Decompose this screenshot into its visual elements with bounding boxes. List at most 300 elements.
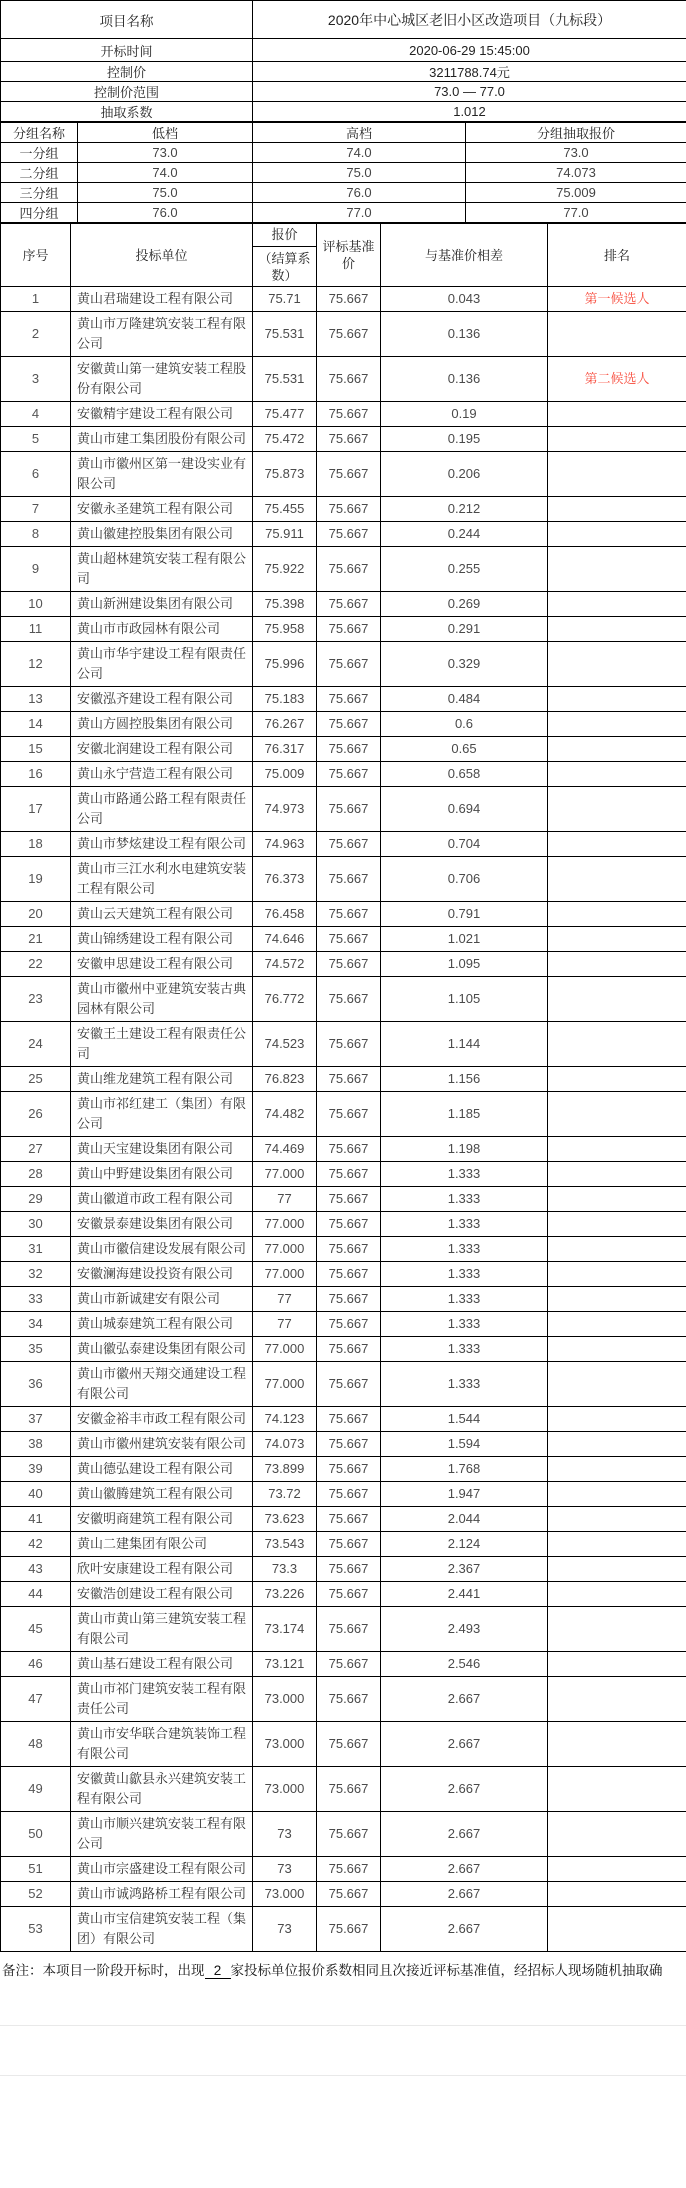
bid-row-base-price: 75.667 bbox=[317, 712, 381, 737]
group-drawn-value: 75.009 bbox=[466, 183, 686, 203]
bid-row-base-price: 75.667 bbox=[317, 1162, 381, 1187]
bid-row bbox=[1, 1557, 686, 1582]
bid-row-company: 黄山市安华联合建筑装饰工程有限公司 bbox=[71, 1722, 253, 1767]
bid-row-no: 53 bbox=[1, 1907, 71, 1952]
bid-row-base-price: 75.667 bbox=[317, 1767, 381, 1812]
bid-row-diff: 1.333 bbox=[381, 1162, 548, 1187]
bid-row bbox=[1, 762, 686, 787]
group-low-value: 76.0 bbox=[78, 203, 253, 223]
bid-row-rank bbox=[548, 1212, 686, 1237]
bid-row-price: 77.000 bbox=[253, 1337, 317, 1362]
bid-row-price: 73 bbox=[253, 1812, 317, 1857]
bid-row-company: 黄山徽弘泰建设集团有限公司 bbox=[71, 1337, 253, 1362]
bid-row-rank bbox=[548, 977, 686, 1022]
bid-row bbox=[1, 312, 686, 357]
bid-row-price: 75.922 bbox=[253, 547, 317, 592]
group-low-value: 75.0 bbox=[78, 183, 253, 203]
bid-row-company: 黄山市三江水利水电建筑安装工程有限公司 bbox=[71, 857, 253, 902]
bid-row-no: 50 bbox=[1, 1812, 71, 1857]
bid-row-price: 73.000 bbox=[253, 1677, 317, 1722]
bid-row-base-price: 75.667 bbox=[317, 1287, 381, 1312]
bid-row bbox=[1, 1882, 686, 1907]
bid-row-price: 73.543 bbox=[253, 1532, 317, 1557]
bid-row-company: 黄山中野建设集团有限公司 bbox=[71, 1162, 253, 1187]
bid-row-base-price: 75.667 bbox=[317, 1607, 381, 1652]
bid-row-company: 黄山基石建设工程有限公司 bbox=[71, 1652, 253, 1677]
bid-row-base-price: 75.667 bbox=[317, 1237, 381, 1262]
bid-row-diff: 1.768 bbox=[381, 1457, 548, 1482]
bid-row bbox=[1, 952, 686, 977]
bid-row-company: 黄山市市政园林有限公司 bbox=[71, 617, 253, 642]
bid-row-diff: 0.136 bbox=[381, 357, 548, 402]
bid-row-no: 2 bbox=[1, 312, 71, 357]
bid-row-no: 40 bbox=[1, 1482, 71, 1507]
bid-row-base-price: 75.667 bbox=[317, 427, 381, 452]
bid-row bbox=[1, 1652, 686, 1677]
bid-row bbox=[1, 927, 686, 952]
bid-row-no: 45 bbox=[1, 1607, 71, 1652]
bid-row-base-price: 75.667 bbox=[317, 1137, 381, 1162]
bid-row-no: 15 bbox=[1, 737, 71, 762]
bid-row-price: 77.000 bbox=[253, 1362, 317, 1407]
bid-row-rank bbox=[548, 1677, 686, 1722]
bid-row-base-price: 75.667 bbox=[317, 1882, 381, 1907]
bid-row-base-price: 75.667 bbox=[317, 1812, 381, 1857]
bid-row-diff: 0.694 bbox=[381, 787, 548, 832]
bid-row-no: 6 bbox=[1, 452, 71, 497]
bid-row-base-price: 75.667 bbox=[317, 402, 381, 427]
bid-row-diff: 1.333 bbox=[381, 1362, 548, 1407]
bid-row-rank bbox=[548, 787, 686, 832]
bid-row-base-price: 75.667 bbox=[317, 687, 381, 712]
group-drawn-value: 73.0 bbox=[466, 143, 686, 163]
bid-row-no: 41 bbox=[1, 1507, 71, 1532]
bid-row-no: 27 bbox=[1, 1137, 71, 1162]
bid-row-price: 75.873 bbox=[253, 452, 317, 497]
bid-row-no: 24 bbox=[1, 1022, 71, 1067]
bid-row-company: 黄山市祁红建工（集团）有限公司 bbox=[71, 1092, 253, 1137]
bid-row-company: 黄山市徽州天翔交通建设工程有限公司 bbox=[71, 1362, 253, 1407]
bid-row bbox=[1, 1457, 686, 1482]
bid-row-company: 黄山市黄山第三建筑安装工程有限公司 bbox=[71, 1607, 253, 1652]
bid-row bbox=[1, 1482, 686, 1507]
bid-row-no: 51 bbox=[1, 1857, 71, 1882]
bid-row-company: 黄山德弘建设工程有限公司 bbox=[71, 1457, 253, 1482]
footer-note-count: 2 bbox=[205, 1963, 231, 1979]
bid-row-price: 73.623 bbox=[253, 1507, 317, 1532]
group-low-value: 74.0 bbox=[78, 163, 253, 183]
bid-row bbox=[1, 522, 686, 547]
control-range-label: 控制价范围 bbox=[1, 82, 253, 102]
bid-row-no: 18 bbox=[1, 832, 71, 857]
bid-row bbox=[1, 1532, 686, 1557]
control-price-value: 3211788.74元 bbox=[253, 62, 686, 82]
bid-row-price: 76.317 bbox=[253, 737, 317, 762]
bid-row-no: 21 bbox=[1, 927, 71, 952]
bid-row-rank bbox=[548, 1262, 686, 1287]
bid-row bbox=[1, 1857, 686, 1882]
bid-row-diff: 2.124 bbox=[381, 1532, 548, 1557]
bid-row bbox=[1, 1767, 686, 1812]
bid-row-diff: 2.441 bbox=[381, 1582, 548, 1607]
bid-row bbox=[1, 1022, 686, 1067]
bid-row-rank bbox=[548, 832, 686, 857]
bid-row-company: 安徽浩创建设工程有限公司 bbox=[71, 1582, 253, 1607]
bid-row-company: 黄山徽腾建筑工程有限公司 bbox=[71, 1482, 253, 1507]
bid-row-rank bbox=[548, 1582, 686, 1607]
bid-row-rank bbox=[548, 1137, 686, 1162]
bid-row bbox=[1, 1907, 686, 1952]
bid-row-no: 17 bbox=[1, 787, 71, 832]
bid-row-base-price: 75.667 bbox=[317, 312, 381, 357]
bid-row-price: 73.899 bbox=[253, 1457, 317, 1482]
bid-row-diff: 0.658 bbox=[381, 762, 548, 787]
bid-row-diff: 2.493 bbox=[381, 1607, 548, 1652]
bid-row-base-price: 75.667 bbox=[317, 1457, 381, 1482]
bid-row-base-price: 75.667 bbox=[317, 592, 381, 617]
bid-row-no: 44 bbox=[1, 1582, 71, 1607]
bid-row-base-price: 75.667 bbox=[317, 977, 381, 1022]
bid-row-rank bbox=[548, 1767, 686, 1812]
bid-row-no: 46 bbox=[1, 1652, 71, 1677]
bid-row bbox=[1, 427, 686, 452]
bid-row-diff: 0.269 bbox=[381, 592, 548, 617]
bid-row-base-price: 75.667 bbox=[317, 1067, 381, 1092]
bid-row-no: 31 bbox=[1, 1237, 71, 1262]
bid-row bbox=[1, 1162, 686, 1187]
bid-row-company: 黄山市徽州区第一建设实业有限公司 bbox=[71, 452, 253, 497]
bid-row-price: 75.472 bbox=[253, 427, 317, 452]
bid-row-rank bbox=[548, 737, 686, 762]
bid-row-company: 黄山市徽州中亚建筑安装古典园林有限公司 bbox=[71, 977, 253, 1022]
bid-row-price: 73.72 bbox=[253, 1482, 317, 1507]
bid-row-price: 73.226 bbox=[253, 1582, 317, 1607]
col-header-price bbox=[253, 224, 317, 287]
bid-row bbox=[1, 1812, 686, 1857]
bid-row-rank bbox=[548, 712, 686, 737]
bid-row bbox=[1, 452, 686, 497]
faint-gridline bbox=[0, 2025, 686, 2026]
bid-row bbox=[1, 1582, 686, 1607]
bid-row-no: 43 bbox=[1, 1557, 71, 1582]
group-header-low: 低档 bbox=[78, 123, 253, 143]
bid-row-base-price: 75.667 bbox=[317, 1582, 381, 1607]
bid-row bbox=[1, 1092, 686, 1137]
bid-row-no: 12 bbox=[1, 642, 71, 687]
bid-row-price: 74.523 bbox=[253, 1022, 317, 1067]
bid-row bbox=[1, 357, 686, 402]
bid-row-diff: 0.043 bbox=[381, 287, 548, 312]
bid-row bbox=[1, 902, 686, 927]
bid-row-no: 16 bbox=[1, 762, 71, 787]
bid-row-price: 76.772 bbox=[253, 977, 317, 1022]
bid-row bbox=[1, 1607, 686, 1652]
bid-row bbox=[1, 832, 686, 857]
bid-row-price: 75.455 bbox=[253, 497, 317, 522]
bid-row bbox=[1, 1067, 686, 1092]
bid-row-rank bbox=[548, 402, 686, 427]
bid-row-diff: 1.544 bbox=[381, 1407, 548, 1432]
group-table bbox=[0, 122, 686, 223]
bid-row-diff: 0.484 bbox=[381, 687, 548, 712]
bid-row-base-price: 75.667 bbox=[317, 1362, 381, 1407]
bid-row-rank bbox=[548, 497, 686, 522]
bid-row-no: 19 bbox=[1, 857, 71, 902]
bid-row-price: 77 bbox=[253, 1287, 317, 1312]
bid-row-diff: 0.136 bbox=[381, 312, 548, 357]
bid-row-no: 3 bbox=[1, 357, 71, 402]
bid-row-rank bbox=[548, 952, 686, 977]
bid-row-no: 28 bbox=[1, 1162, 71, 1187]
bid-row-base-price: 75.667 bbox=[317, 832, 381, 857]
bid-row-diff: 1.333 bbox=[381, 1262, 548, 1287]
bid-row-base-price: 75.667 bbox=[317, 1722, 381, 1767]
bid-row bbox=[1, 977, 686, 1022]
bid-row-no: 8 bbox=[1, 522, 71, 547]
control-price-label: 控制价 bbox=[1, 62, 253, 82]
group-high-value: 75.0 bbox=[253, 163, 466, 183]
bid-row-rank bbox=[548, 1457, 686, 1482]
bid-row-price: 74.963 bbox=[253, 832, 317, 857]
col-header-company: 投标单位 bbox=[71, 224, 253, 287]
bid-row bbox=[1, 497, 686, 522]
bid-row-rank bbox=[548, 452, 686, 497]
bid-row-company: 黄山市路通公路工程有限责任公司 bbox=[71, 787, 253, 832]
bid-row-rank bbox=[548, 592, 686, 617]
bid-row-base-price: 75.667 bbox=[317, 1262, 381, 1287]
bid-row bbox=[1, 642, 686, 687]
bid-row-price: 73.000 bbox=[253, 1767, 317, 1812]
bid-row bbox=[1, 402, 686, 427]
bid-row-diff: 2.546 bbox=[381, 1652, 548, 1677]
group-low-value: 73.0 bbox=[78, 143, 253, 163]
bid-row-no: 34 bbox=[1, 1312, 71, 1337]
group-high-value: 77.0 bbox=[253, 203, 466, 223]
group-name: 二分组 bbox=[1, 163, 78, 183]
bid-row-no: 36 bbox=[1, 1362, 71, 1407]
bid-row-diff: 1.333 bbox=[381, 1312, 548, 1337]
bid-row-price: 75.398 bbox=[253, 592, 317, 617]
bid-row bbox=[1, 1262, 686, 1287]
bid-row-price: 76.267 bbox=[253, 712, 317, 737]
bid-row-price: 75.531 bbox=[253, 357, 317, 402]
bid-row-price: 74.073 bbox=[253, 1432, 317, 1457]
bid-row-rank bbox=[548, 427, 686, 452]
bid-row-price: 77 bbox=[253, 1312, 317, 1337]
bid-row-company: 安徽景泰建设集团有限公司 bbox=[71, 1212, 253, 1237]
bid-row-base-price: 75.667 bbox=[317, 1022, 381, 1067]
bid-row-diff: 0.706 bbox=[381, 857, 548, 902]
bid-row-price: 77.000 bbox=[253, 1212, 317, 1237]
bid-row-base-price: 75.667 bbox=[317, 642, 381, 687]
bid-row-price: 77 bbox=[253, 1187, 317, 1212]
bid-row-base-price: 75.667 bbox=[317, 737, 381, 762]
bid-row-rank: 第二候选人 bbox=[548, 357, 686, 402]
bid-row-diff: 1.594 bbox=[381, 1432, 548, 1457]
bid-row-no: 23 bbox=[1, 977, 71, 1022]
bid-row-rank bbox=[548, 1722, 686, 1767]
bid-row-rank bbox=[548, 1312, 686, 1337]
bid-row-company: 黄山徽道市政工程有限公司 bbox=[71, 1187, 253, 1212]
bid-row-base-price: 75.667 bbox=[317, 1677, 381, 1722]
footer-note bbox=[0, 1952, 686, 1983]
bid-row-diff: 2.667 bbox=[381, 1882, 548, 1907]
bid-row bbox=[1, 1677, 686, 1722]
bid-row-company: 黄山二建集团有限公司 bbox=[71, 1532, 253, 1557]
bid-row-diff: 0.6 bbox=[381, 712, 548, 737]
bid-row-price: 77.000 bbox=[253, 1237, 317, 1262]
bid-row-price: 74.973 bbox=[253, 787, 317, 832]
bid-row-base-price: 75.667 bbox=[317, 1407, 381, 1432]
bid-row-company: 黄山维龙建筑工程有限公司 bbox=[71, 1067, 253, 1092]
bid-row bbox=[1, 592, 686, 617]
bid-row-no: 52 bbox=[1, 1882, 71, 1907]
bid-row-price: 76.458 bbox=[253, 902, 317, 927]
bid-row-diff: 1.947 bbox=[381, 1482, 548, 1507]
bid-row-company: 黄山锦绣建设工程有限公司 bbox=[71, 927, 253, 952]
bid-row-base-price: 75.667 bbox=[317, 1557, 381, 1582]
bid-row bbox=[1, 1722, 686, 1767]
bid-row-no: 32 bbox=[1, 1262, 71, 1287]
bid-row-diff: 2.044 bbox=[381, 1507, 548, 1532]
bid-row bbox=[1, 1187, 686, 1212]
bid-row-rank bbox=[548, 1187, 686, 1212]
bid-row-base-price: 75.667 bbox=[317, 902, 381, 927]
bid-row-no: 5 bbox=[1, 427, 71, 452]
footer-note-prefix: 备注：本项目一阶段开标时，出现 bbox=[2, 1963, 205, 1978]
bid-row-base-price: 75.667 bbox=[317, 287, 381, 312]
bid-row-rank bbox=[548, 1237, 686, 1262]
bid-row-no: 13 bbox=[1, 687, 71, 712]
control-range-row bbox=[1, 82, 686, 102]
bid-row-diff: 0.704 bbox=[381, 832, 548, 857]
bid-row-no: 11 bbox=[1, 617, 71, 642]
bid-row-diff: 0.329 bbox=[381, 642, 548, 687]
bid-row-company: 黄山市诚鸿路桥工程有限公司 bbox=[71, 1882, 253, 1907]
group-name: 四分组 bbox=[1, 203, 78, 223]
bid-row-rank bbox=[548, 642, 686, 687]
bid-row-base-price: 75.667 bbox=[317, 617, 381, 642]
bid-row-rank bbox=[548, 1882, 686, 1907]
bid-row-base-price: 75.667 bbox=[317, 1482, 381, 1507]
bid-row-base-price: 75.667 bbox=[317, 547, 381, 592]
bid-row-rank bbox=[548, 1907, 686, 1952]
col-header-base: 评标基准价 bbox=[317, 224, 381, 287]
draw-coefficient-row bbox=[1, 102, 686, 122]
bid-row-no: 42 bbox=[1, 1532, 71, 1557]
bid-row-company: 黄山市祁门建筑安装工程有限责任公司 bbox=[71, 1677, 253, 1722]
bid-row-company: 黄山君瑞建设工程有限公司 bbox=[71, 287, 253, 312]
bid-row-price: 73 bbox=[253, 1857, 317, 1882]
bid-row-base-price: 75.667 bbox=[317, 762, 381, 787]
group-row bbox=[1, 203, 686, 223]
bid-row-rank bbox=[548, 1507, 686, 1532]
bid-row-base-price: 75.667 bbox=[317, 452, 381, 497]
bid-row-company: 黄山云天建筑工程有限公司 bbox=[71, 902, 253, 927]
bid-row-base-price: 75.667 bbox=[317, 857, 381, 902]
group-row bbox=[1, 143, 686, 163]
bid-row-price: 73.3 bbox=[253, 1557, 317, 1582]
bid-row bbox=[1, 1312, 686, 1337]
project-name-label: 项目名称 bbox=[1, 1, 253, 39]
group-name: 三分组 bbox=[1, 183, 78, 203]
bid-row-no: 48 bbox=[1, 1722, 71, 1767]
bid-row-diff: 1.333 bbox=[381, 1212, 548, 1237]
bid-row-rank bbox=[548, 762, 686, 787]
bid-row-no: 25 bbox=[1, 1067, 71, 1092]
bid-row-company: 安徽金裕丰市政工程有限公司 bbox=[71, 1407, 253, 1432]
bid-table-header-row bbox=[1, 224, 686, 287]
bid-row-no: 26 bbox=[1, 1092, 71, 1137]
bid-row-rank bbox=[548, 1407, 686, 1432]
bid-row-rank bbox=[548, 1022, 686, 1067]
bid-row-price: 73.000 bbox=[253, 1722, 317, 1767]
bid-table bbox=[0, 223, 686, 1952]
bid-row-diff: 2.667 bbox=[381, 1812, 548, 1857]
bid-row-company: 黄山方圆控股集团有限公司 bbox=[71, 712, 253, 737]
project-info-table bbox=[0, 0, 686, 122]
bid-row-company: 黄山市徽信建设发展有限公司 bbox=[71, 1237, 253, 1262]
bid-row-company: 安徽明商建筑工程有限公司 bbox=[71, 1507, 253, 1532]
bid-row-rank bbox=[548, 1532, 686, 1557]
bid-row-no: 22 bbox=[1, 952, 71, 977]
bid-row-diff: 1.144 bbox=[381, 1022, 548, 1067]
bid-row-base-price: 75.667 bbox=[317, 1312, 381, 1337]
bid-row-diff: 1.198 bbox=[381, 1137, 548, 1162]
bid-row bbox=[1, 1507, 686, 1532]
bid-row-rank bbox=[548, 1162, 686, 1187]
group-header-name: 分组名称 bbox=[1, 123, 78, 143]
bid-row-no: 9 bbox=[1, 547, 71, 592]
bid-row-diff: 1.333 bbox=[381, 1287, 548, 1312]
bid-row-diff: 0.291 bbox=[381, 617, 548, 642]
bid-row-base-price: 75.667 bbox=[317, 1507, 381, 1532]
bid-row-base-price: 75.667 bbox=[317, 1652, 381, 1677]
bid-row-diff: 0.791 bbox=[381, 902, 548, 927]
bid-row-company: 黄山城泰建筑工程有限公司 bbox=[71, 1312, 253, 1337]
bid-row bbox=[1, 1362, 686, 1407]
bid-row-diff: 0.206 bbox=[381, 452, 548, 497]
bid-row-no: 4 bbox=[1, 402, 71, 427]
bid-row-base-price: 75.667 bbox=[317, 927, 381, 952]
col-header-diff: 与基准价相差 bbox=[381, 224, 548, 287]
bid-row-price: 75.477 bbox=[253, 402, 317, 427]
bid-row-company: 安徽黄山歙县永兴建筑安装工程有限公司 bbox=[71, 1767, 253, 1812]
bid-row-base-price: 75.667 bbox=[317, 1532, 381, 1557]
bid-row-rank bbox=[548, 1812, 686, 1857]
group-name: 一分组 bbox=[1, 143, 78, 163]
bid-row-rank bbox=[548, 617, 686, 642]
bid-row-company: 黄山永宁营造工程有限公司 bbox=[71, 762, 253, 787]
bid-row-price: 75.531 bbox=[253, 312, 317, 357]
bid-row bbox=[1, 1287, 686, 1312]
group-row bbox=[1, 183, 686, 203]
group-drawn-value: 77.0 bbox=[466, 203, 686, 223]
bid-row-rank bbox=[548, 1652, 686, 1677]
bid-row-rank bbox=[548, 1607, 686, 1652]
bid-row-price: 77.000 bbox=[253, 1262, 317, 1287]
bid-row-price: 74.469 bbox=[253, 1137, 317, 1162]
bid-row-company: 安徽泓齐建设工程有限公司 bbox=[71, 687, 253, 712]
bid-row-rank bbox=[548, 1092, 686, 1137]
footer-note-suffix: 家投标单位报价系数相同且次接近评标基准值，经招标人现场随机抽取确 bbox=[230, 1963, 663, 1978]
bid-row-price: 73.121 bbox=[253, 1652, 317, 1677]
bid-row-company: 黄山市宝信建筑安装工程（集团）有限公司 bbox=[71, 1907, 253, 1952]
bid-row-rank bbox=[548, 927, 686, 952]
bid-row bbox=[1, 857, 686, 902]
bid-row-rank bbox=[548, 312, 686, 357]
bid-row-base-price: 75.667 bbox=[317, 1907, 381, 1952]
